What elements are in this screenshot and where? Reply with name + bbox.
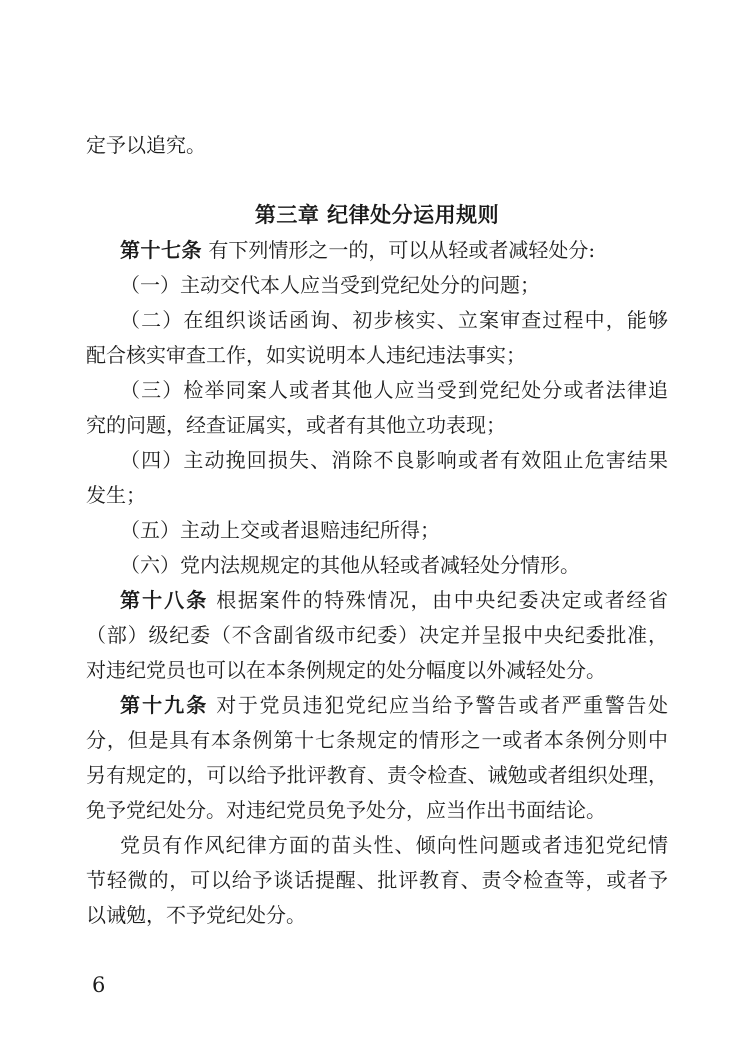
body-line — [86, 513, 668, 548]
text-run: 免予党纪处分。对违纪党员免予处分，应当作出书面结论。 — [86, 798, 606, 822]
text-run: 分，但是具有本条例第十七条规定的情形之一或者本条例分则中 — [86, 728, 668, 752]
text-run: 根据案件的特殊情况，由中央纪委决定或者经省 — [208, 588, 668, 612]
body-line — [86, 443, 668, 478]
body-line — [86, 828, 668, 863]
body-line — [86, 898, 668, 933]
text-run: 对违纪党员也可以在本条例规定的处分幅度以外减轻处分。 — [86, 658, 606, 682]
text-run: 对于党员违犯党纪应当给予警告或者严重警告处 — [208, 693, 668, 717]
body-line — [86, 338, 668, 373]
text-run: （三）检举同案人或者其他人应当受到党纪处分或者法律追 — [120, 378, 668, 402]
page-number: 6 — [92, 973, 106, 997]
text-run: （二）在组织谈话函询、初步核实、立案审查过程中，能够 — [120, 308, 668, 332]
text-run: （一）主动交代本人应当受到党纪处分的问题； — [120, 273, 540, 297]
text-run: （六）党内法规规定的其他从轻或者减轻处分情形。 — [120, 553, 580, 577]
text-run: 另有规定的，可以给予批评教育、责令检查、诫勉或者组织处理， — [86, 763, 668, 787]
intro-line: 定予以追究。 — [86, 133, 206, 157]
body-line — [86, 373, 668, 408]
body-line — [86, 618, 668, 653]
body-line — [86, 653, 668, 688]
body-line — [86, 268, 668, 303]
text-run: 节轻微的，可以给予谈话提醒、批评教育、责令检查等，或者予 — [86, 868, 668, 892]
document-content — [86, 128, 668, 933]
text-run: （五）主动上交或者退赔违纪所得； — [120, 518, 440, 542]
text-run: 配合核实审查工作，如实说明本人违纪违法事实； — [86, 343, 526, 367]
text-run: （部）级纪委（不含副省级市纪委）决定并呈报中央纪委批准， — [86, 623, 668, 647]
text-run: 有下列情形之一的，可以从轻或者减轻处分: — [202, 238, 596, 262]
body-line — [86, 723, 668, 758]
text-run: 发生； — [86, 483, 146, 507]
body-line — [86, 793, 668, 828]
chapter-heading: 第三章 纪律处分运用规则 — [254, 203, 500, 227]
body-line — [86, 688, 668, 723]
body-line — [86, 758, 668, 793]
article-number: 第十七条 — [120, 238, 202, 262]
body-line — [86, 863, 668, 898]
body-line — [86, 548, 668, 583]
text-run: 党员有作风纪律方面的苗头性、倾向性问题或者违犯党纪情 — [120, 833, 668, 857]
text-run: （四）主动挽回损失、消除不良影响或者有效阻止危害结果 — [120, 448, 668, 472]
body-text — [86, 233, 668, 933]
body-line — [86, 303, 668, 338]
blank-line — [86, 163, 668, 198]
text-run: 以诫勉，不予党纪处分。 — [86, 903, 306, 927]
text-run: 究的问题，经查证属实，或者有其他立功表现； — [86, 413, 506, 437]
article-number: 第十九条 — [120, 693, 209, 717]
article-number: 第十八条 — [120, 588, 209, 612]
body-line — [86, 233, 668, 268]
body-line — [86, 478, 668, 513]
body-line — [86, 583, 668, 618]
body-line — [86, 408, 668, 443]
